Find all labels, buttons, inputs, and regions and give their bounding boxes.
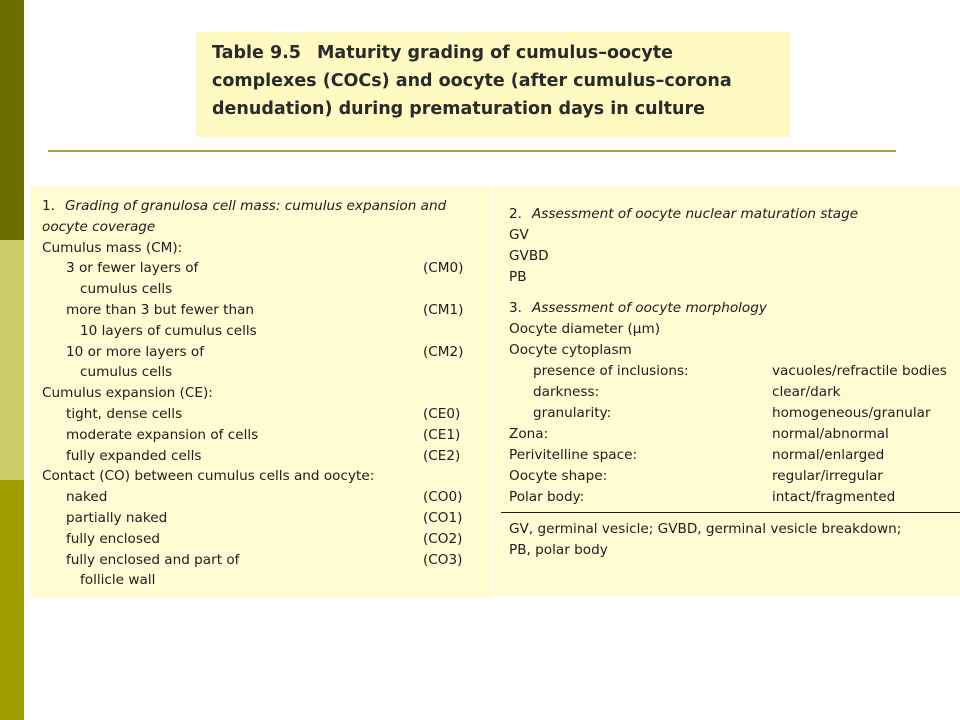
section-gap [493,288,960,298]
list-item [493,466,960,487]
title-line-3: denudation) during prematuration days in culture [212,99,705,119]
oocyte-assessment-panel [493,186,960,596]
list-item [493,403,960,424]
footnote-line-2: PB, polar body [509,542,608,558]
grade-code: (CM1) [423,301,464,318]
section-3-title: Assessment of oocyte morphology [531,300,767,316]
list-item [30,404,492,425]
list-item [30,487,492,508]
grade-code: (CO0) [423,489,463,506]
grade-code: (CE2) [423,447,461,464]
title-line-1 [212,39,790,67]
section-1-title: Grading of granulosa cell mass: cumulus expansion and [64,198,447,214]
section-3-number: 3. [509,300,522,316]
grade-code: (CM2) [423,343,464,360]
footnote-divider [501,512,960,513]
grade-code: (CO3) [423,551,463,568]
item-label: Oocyte shape: [509,468,608,484]
item-text: 10 or more layers of [66,343,204,360]
section-3-heading [493,298,960,319]
list-item [30,342,492,363]
list-item-cont: 10 layers of cumulus cells [80,322,257,339]
grade-code: (CO2) [423,530,463,547]
item-value: normal/abnormal [772,426,889,442]
item-label: Zona: [509,426,549,442]
item-label: Perivitelline space: [509,447,638,463]
item-label: presence of inclusions: [533,363,689,379]
section-2-number: 2. [509,206,522,222]
list-item [30,425,492,446]
item-value: clear/dark [772,384,841,400]
list-item [30,300,492,321]
item-value: vacuoles/refractile bodies [772,363,947,379]
list-item [30,529,492,550]
list-item [493,424,960,445]
item-value: intact/fragmented [772,489,896,505]
list-item [30,508,492,529]
title-text-1: Maturity grading of cumulus–oocyte [316,43,674,63]
list-item [493,361,960,382]
item-text: fully enclosed [66,530,160,547]
section-1-heading-cont: oocyte coverage [42,218,156,235]
item-value: homogeneous/granular [772,405,931,421]
co-heading: Contact (CO) between cumulus cells and oocyte: [42,468,375,485]
granulosa-grading-panel [30,186,492,598]
item-text: fully enclosed and part of [66,551,240,568]
list-item [493,382,960,403]
list-item-cont: cumulus cells [80,281,173,298]
item-text: tight, dense cells [66,405,183,422]
table-number: Table 9.5 [212,43,301,63]
section-2-title: Assessment of oocyte nuclear maturation stage [531,206,859,222]
item-text: 3 or fewer layers of [66,260,199,277]
item-label: darkness: [533,384,600,400]
stage-pb: PB [509,269,527,285]
list-item [493,487,960,508]
grade-code: (CE0) [423,405,461,422]
oocyte-cytoplasm: Oocyte cytoplasm [509,342,632,358]
grade-code: (CM0) [423,260,464,277]
accent-bar-bottom [0,480,24,720]
accent-bar-middle [0,240,24,480]
item-value: regular/irregular [772,468,883,484]
grade-code: (CE1) [423,426,461,443]
section-1-number: 1. [42,198,55,214]
list-item [30,446,492,467]
item-text: partially naked [66,509,168,526]
table-title [196,32,790,137]
item-text: more than 3 but fewer than [66,301,255,318]
list-item [493,445,960,466]
list-item-cont: cumulus cells [80,364,173,381]
stage-gv: GV [509,227,529,243]
item-text: fully expanded cells [66,447,202,464]
title-divider [48,150,896,152]
item-text: moderate expansion of cells [66,426,259,443]
item-text: naked [66,489,108,506]
section-2-heading [493,204,960,225]
oocyte-diameter: Oocyte diameter (μm) [509,321,660,337]
stage-gvbd: GVBD [509,248,549,264]
section-1-heading [30,196,492,217]
item-label: Polar body: [509,489,585,505]
grade-code: (CO1) [423,509,463,526]
footnote-line-1: GV, germinal vesicle; GVBD, germinal vesicle breakdown; [509,521,902,537]
accent-bar-top [0,0,24,240]
list-item [30,550,492,571]
item-label: granularity: [533,405,612,421]
ce-heading: Cumulus expansion (CE): [42,385,213,402]
cm-heading: Cumulus mass (CM): [42,239,183,256]
item-value: normal/enlarged [772,447,885,463]
list-item-cont: follicle wall [80,572,156,589]
list-item [30,258,492,279]
title-line-2: complexes (COCs) and oocyte (after cumulus–corona [212,71,732,91]
